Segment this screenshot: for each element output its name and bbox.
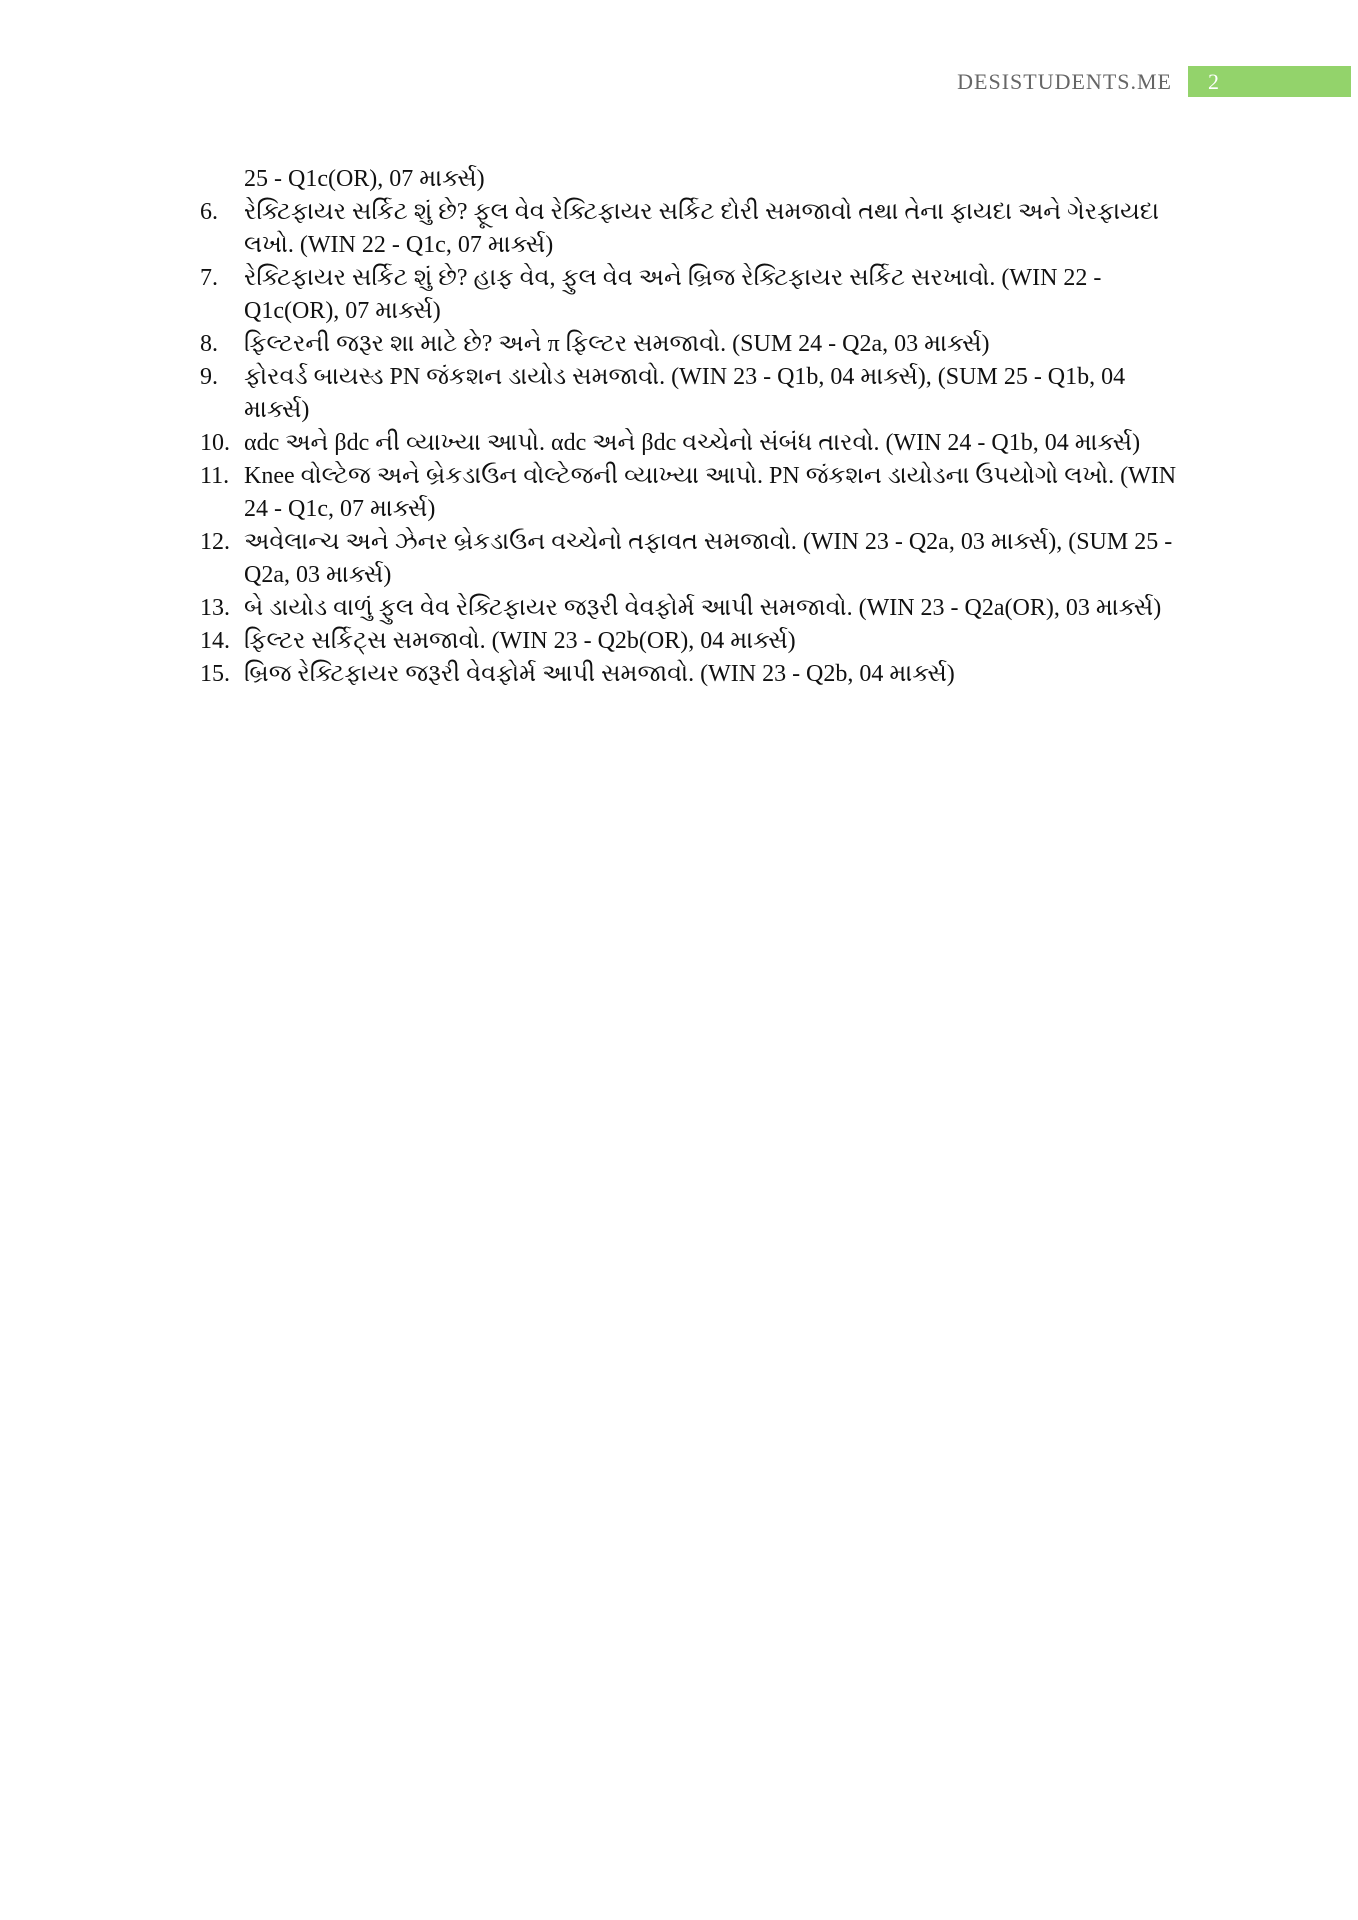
question-number: 11. bbox=[200, 463, 230, 489]
list-item bbox=[200, 625, 1190, 658]
continuation-text: 25 - Q1c(OR), 07 માર્ક્સ) bbox=[244, 166, 485, 192]
site-name: DESISTUDENTS.ME bbox=[957, 68, 1172, 94]
question-text: બ્રિજ રેક્ટિફાયર જરૂરી વેવફોર્મ આપી સમજાવો. (WIN 23 - Q2b, 04 માર્ક્સ) bbox=[244, 661, 955, 687]
question-text: ફિલ્ટરની જરૂર શા માટે છે? અને π ફિલ્ટર સમજાવો. (SUM 24 - Q2a, 03 માર્ક્સ) bbox=[244, 331, 990, 357]
question-text: અવેલાન્ચ અને ઝેનર બ્રેકડાઉન વચ્ચેનો તફાવત સમજાવો. (WIN 23 - Q2a, 03 માર્ક્સ), (SUM 25 - Q2a, 03 માર્ક્સ) bbox=[244, 529, 1173, 588]
list-item bbox=[200, 196, 1190, 262]
list-item bbox=[200, 658, 1190, 691]
question-text: બે ડાયોડ વાળું ફુલ વેવ રેક્ટિફાયર જરૂરી વેવફોર્મ આપી સમજાવો. (WIN 23 - Q2a(OR), 03 માર્ક્સ) bbox=[244, 595, 1162, 621]
question-number: 15. bbox=[200, 661, 230, 687]
question-number: 14. bbox=[200, 628, 230, 654]
list-item bbox=[200, 427, 1190, 460]
question-text: ફોરવર્ડ બાયસ્ડ PN જંકશન ડાયોડ સમજાવો. (WIN 23 - Q1b, 04 માર્ક્સ), (SUM 25 - Q1b, 04 માર્ક્સ) bbox=[244, 364, 1126, 423]
question-number: 6. bbox=[200, 199, 218, 225]
question-text: રેક્ટિફાયર સર્કિટ શું છે? ફૂલ વેવ રેક્ટિફાયર સર્કિટ દોરી સમજાવો તથા તેના ફાયદા અને ગેરફાયદા લખો. (WIN 22 - Q1c, 07 માર્ક્સ) bbox=[244, 199, 1160, 258]
question-number: 9. bbox=[200, 364, 218, 390]
question-number: 12. bbox=[200, 529, 230, 555]
list-item bbox=[200, 460, 1190, 526]
list-item bbox=[200, 592, 1190, 625]
question-text: ફિલ્ટર સર્કિટ્સ સમજાવો. (WIN 23 - Q2b(OR), 04 માર્ક્સ) bbox=[244, 628, 796, 654]
question-number: 10. bbox=[200, 430, 230, 456]
question-text: αdc અને βdc ની વ્યાખ્યા આપો. αdc અને βdc વચ્ચેનો સંબંધ તારવો. (WIN 24 - Q1b, 04 માર્ક્સ) bbox=[244, 430, 1141, 456]
question-number: 7. bbox=[200, 265, 218, 291]
question-text: Knee વોલ્ટેજ અને બ્રેકડાઉન વોલ્ટેજની વ્યાખ્યા આપો. PN જંકશન ડાયોડના ઉપયોગો લખો. (WIN 24 - Q1c, 07 માર્ક્સ) bbox=[244, 463, 1177, 522]
list-item bbox=[200, 262, 1190, 328]
question-list bbox=[200, 163, 1190, 691]
page-header bbox=[957, 66, 1351, 97]
question-number: 13. bbox=[200, 595, 230, 621]
question-number: 8. bbox=[200, 331, 218, 357]
question-text: રેક્ટિફાયર સર્કિટ શું છે? હાફ વેવ, ફુલ વેવ અને બ્રિજ રેક્ટિફાયર સર્કિટ સરખાવો. (WIN 22 - Q1c(OR), 07 માર્ક્સ) bbox=[244, 265, 1102, 324]
list-item bbox=[200, 328, 1190, 361]
list-item bbox=[200, 361, 1190, 427]
page-number-badge: 2 bbox=[1188, 66, 1351, 97]
list-item bbox=[200, 526, 1190, 592]
